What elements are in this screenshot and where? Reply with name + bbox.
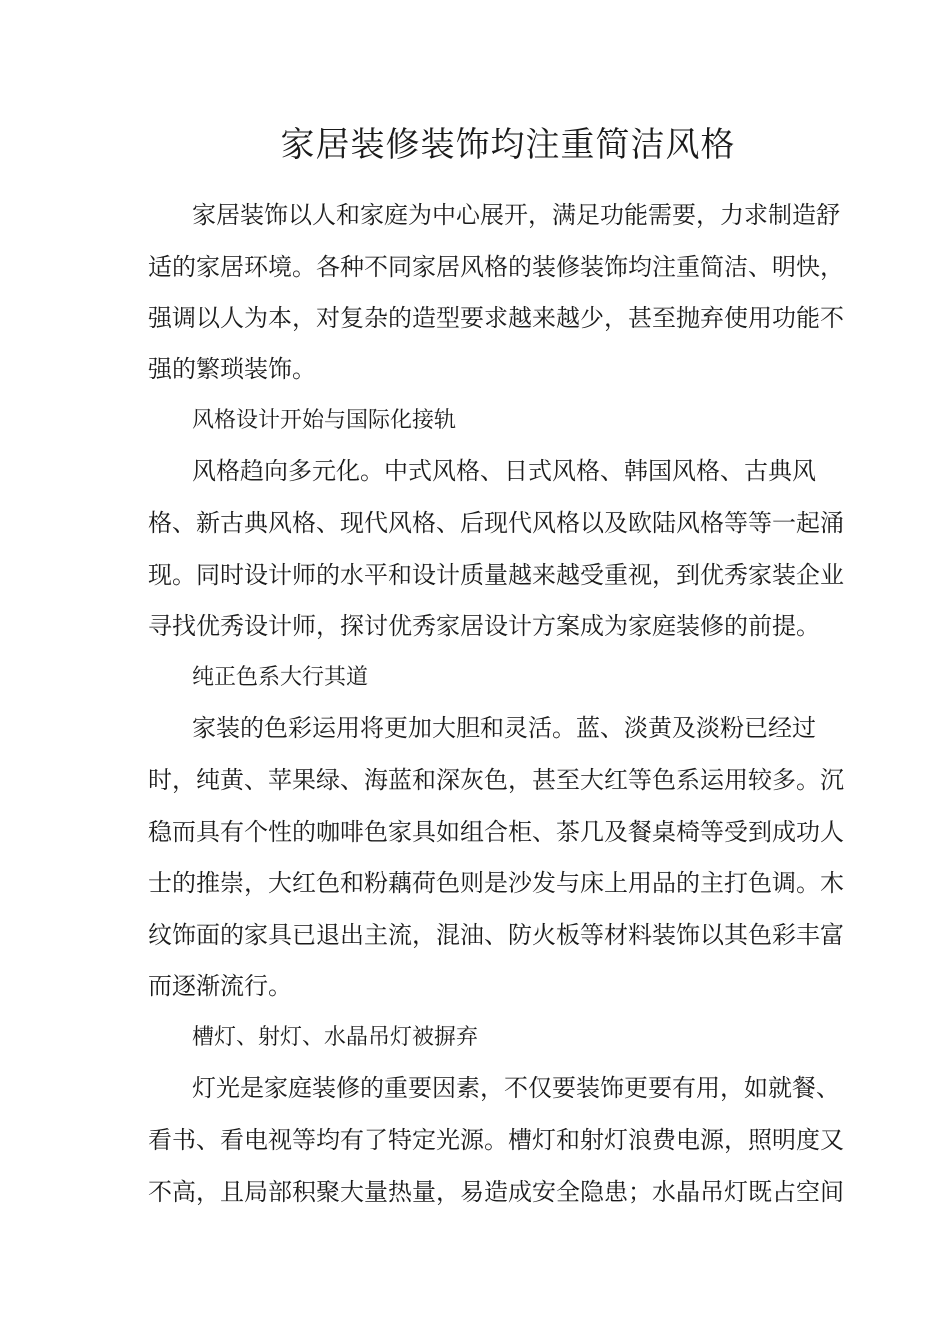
document-title: 家居装修装饰均注重简洁风格 [280, 125, 736, 165]
paragraph-3-line-2: 时，纯黄、苹果绿、海蓝和深灰色，甚至大红等色系运用较多。沉 [148, 766, 844, 794]
paragraph-4-line-1: 灯光是家庭装修的重要因素，不仅要装饰更要有用，如就餐、 [192, 1074, 840, 1102]
paragraph-2-line-3: 现。同时设计师的水平和设计质量越来越受重视，到优秀家装企业 [148, 561, 844, 589]
paragraph-4-line-3: 不高，且局部积聚大量热量，易造成安全隐患；水晶吊灯既占空间 [148, 1178, 844, 1206]
paragraph-3-line-5: 纹饰面的家具已退出主流，混油、防火板等材料装饰以其色彩丰富 [148, 921, 844, 949]
paragraph-1-line-2: 适的家居环境。各种不同家居风格的装修装饰均注重简洁、明快， [148, 253, 844, 281]
section-heading-2: 纯正色系大行其道 [192, 665, 369, 690]
section-heading-1: 风格设计开始与国际化接轨 [192, 408, 457, 433]
paragraph-1-line-3: 强调以人为本，对复杂的造型要求越来越少，甚至抛弃使用功能不 [148, 304, 844, 332]
paragraph-1-line-1: 家居装饰以人和家庭为中心展开，满足功能需要，力求制造舒 [192, 201, 840, 229]
paragraph-2-line-1: 风格趋向多元化。中式风格、日式风格、韩国风格、古典风 [192, 457, 816, 485]
paragraph-3-line-4: 士的推崇，大红色和粉藕荷色则是沙发与床上用品的主打色调。木 [148, 869, 844, 897]
section-heading-3: 槽灯、射灯、水晶吊灯被摒弃 [192, 1025, 479, 1050]
paragraph-4-line-2: 看书、看电视等均有了特定光源。槽灯和射灯浪费电源，照明度又 [148, 1126, 844, 1154]
paragraph-2-line-2: 格、新古典风格、现代风格、后现代风格以及欧陆风格等等一起涌 [148, 509, 844, 537]
paragraph-1-line-4: 强的繁琐装饰。 [148, 355, 316, 383]
paragraph-3-line-3: 稳而具有个性的咖啡色家具如组合柜、茶几及餐桌椅等受到成功人 [148, 818, 844, 846]
paragraph-3-line-6: 而逐渐流行。 [148, 972, 292, 1000]
paragraph-3-line-1: 家装的色彩运用将更加大胆和灵活。蓝、淡黄及淡粉已经过 [192, 714, 816, 742]
paragraph-2-line-4: 寻找优秀设计师，探讨优秀家居设计方案成为家庭装修的前提。 [148, 612, 820, 640]
